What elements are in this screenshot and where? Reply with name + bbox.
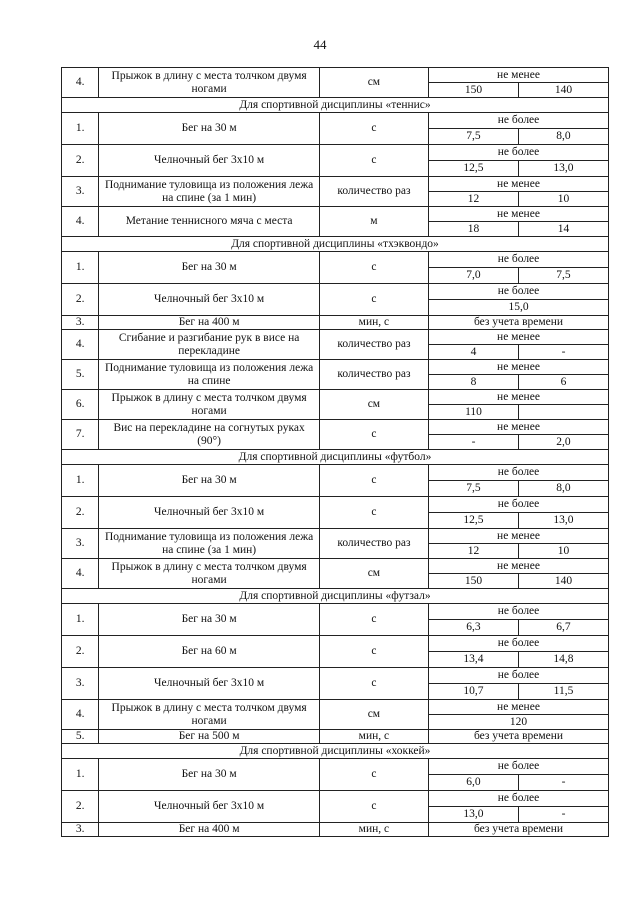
- unit-of-measure: с: [319, 791, 428, 823]
- standards-table-body: [62, 67, 609, 837]
- norm-value-girls: 13,0: [518, 161, 608, 177]
- table-row: [62, 497, 609, 513]
- norm-condition: не более: [429, 636, 609, 652]
- exercise-name: Сгибание и разгибание рук в висе на перекладине: [99, 330, 319, 360]
- table-row: [62, 559, 609, 574]
- table-row: [62, 791, 609, 807]
- norm-condition: не более: [429, 284, 609, 300]
- norm-value-boys: 7,5: [429, 481, 519, 497]
- row-number: 2.: [62, 145, 99, 177]
- norm-value-boys: 10,7: [429, 684, 519, 700]
- exercise-name: Прыжок в длину с места толчком двумя ногами: [99, 68, 319, 98]
- row-number: 6.: [62, 390, 99, 420]
- norm-value-girls: 6: [518, 375, 608, 390]
- unit-of-measure: мин, с: [319, 730, 428, 744]
- table-row: [62, 604, 609, 620]
- table-row: [62, 420, 609, 435]
- table-row: [62, 330, 609, 345]
- unit-of-measure: количество раз: [319, 529, 428, 559]
- section-title: Для спортивной дисциплины «теннис»: [62, 98, 609, 113]
- table-row: [62, 145, 609, 161]
- norm-value-boys: 12: [429, 192, 519, 207]
- norm-value-girls: 8,0: [518, 129, 608, 145]
- row-number: 2.: [62, 636, 99, 668]
- row-number: 2.: [62, 791, 99, 823]
- table-row: [62, 177, 609, 192]
- norm-value-girls: -: [518, 807, 608, 823]
- row-number: 4.: [62, 559, 99, 589]
- norm-condition: не более: [429, 791, 609, 807]
- exercise-name: Бег на 30 м: [99, 113, 319, 145]
- unit-of-measure: с: [319, 604, 428, 636]
- exercise-name: Бег на 400 м: [99, 316, 319, 330]
- unit-of-measure: количество раз: [319, 177, 428, 207]
- norm-value-boys: 8: [429, 375, 519, 390]
- norm-value-girls: -: [518, 775, 608, 791]
- unit-of-measure: см: [319, 559, 428, 589]
- norm-condition: не менее: [429, 177, 609, 192]
- norm-value-boys: 13,4: [429, 652, 519, 668]
- section-title: Для спортивной дисциплины «хоккей»: [62, 744, 609, 759]
- norm-value-girls: 13,0: [518, 513, 608, 529]
- table-row: [62, 390, 609, 405]
- norm-value: 120: [429, 715, 609, 730]
- norm-condition: не более: [429, 497, 609, 513]
- table-row: [62, 759, 609, 775]
- norm-condition: не менее: [429, 68, 609, 83]
- table-row: [62, 668, 609, 684]
- norm-value-boys: 6,0: [429, 775, 519, 791]
- norm-condition: не более: [429, 113, 609, 129]
- row-number: 1.: [62, 465, 99, 497]
- table-row: [62, 284, 609, 300]
- table-row: [62, 730, 609, 744]
- row-number: 2.: [62, 284, 99, 316]
- unit-of-measure: м: [319, 207, 428, 237]
- exercise-name: Бег на 500 м: [99, 730, 319, 744]
- section-header-row: [62, 589, 609, 604]
- norm-value-boys: 4: [429, 345, 519, 360]
- norm-value-girls: -: [518, 345, 608, 360]
- norm-value-girls: 2,0: [518, 435, 608, 450]
- norm-value: без учета времени: [429, 730, 609, 744]
- exercise-name: Бег на 60 м: [99, 636, 319, 668]
- exercise-name: Вис на перекладине на согнутых руках (90°): [99, 420, 319, 450]
- unit-of-measure: см: [319, 700, 428, 730]
- table-row: [62, 207, 609, 222]
- row-number: 1.: [62, 604, 99, 636]
- norm-value-boys: 6,3: [429, 620, 519, 636]
- exercise-name: Поднимание туловища из положения лежа на спине (за 1 мин): [99, 529, 319, 559]
- unit-of-measure: с: [319, 465, 428, 497]
- section-header-row: [62, 744, 609, 759]
- exercise-name: Бег на 30 м: [99, 604, 319, 636]
- unit-of-measure: мин, с: [319, 316, 428, 330]
- exercise-name: Бег на 30 м: [99, 252, 319, 284]
- norm-condition: не менее: [429, 390, 609, 405]
- norm-condition: не более: [429, 465, 609, 481]
- row-number: 5.: [62, 730, 99, 744]
- norm-value-girls: 140: [518, 574, 608, 589]
- section-header-row: [62, 450, 609, 465]
- table-row: [62, 360, 609, 375]
- exercise-name: Прыжок в длину с места толчком двумя ногами: [99, 390, 319, 420]
- table-row: [62, 529, 609, 544]
- table-row: [62, 113, 609, 129]
- section-header-row: [62, 237, 609, 252]
- exercise-name: Прыжок в длину с места толчком двумя ногами: [99, 559, 319, 589]
- norm-condition: не более: [429, 668, 609, 684]
- section-title: Для спортивной дисциплины «тхэквондо»: [62, 237, 609, 252]
- norm-value-boys: 18: [429, 222, 519, 237]
- unit-of-measure: с: [319, 497, 428, 529]
- table-row: [62, 316, 609, 330]
- norm-value-girls: 11,5: [518, 684, 608, 700]
- norm-value-boys: 150: [429, 83, 519, 98]
- unit-of-measure: с: [319, 420, 428, 450]
- unit-of-measure: с: [319, 145, 428, 177]
- unit-of-measure: с: [319, 759, 428, 791]
- norm-condition: не менее: [429, 207, 609, 222]
- norm-value-boys: 12,5: [429, 161, 519, 177]
- norm-value-girls: [518, 405, 608, 420]
- row-number: 3.: [62, 529, 99, 559]
- row-number: 1.: [62, 252, 99, 284]
- norm-condition: не менее: [429, 529, 609, 544]
- exercise-name: Метание теннисного мяча с места: [99, 207, 319, 237]
- row-number: 3.: [62, 668, 99, 700]
- unit-of-measure: см: [319, 68, 428, 98]
- unit-of-measure: с: [319, 636, 428, 668]
- exercise-name: Прыжок в длину с места толчком двумя ногами: [99, 700, 319, 730]
- norm-value: без учета времени: [429, 316, 609, 330]
- norm-value-boys: 12,5: [429, 513, 519, 529]
- table-row: [62, 700, 609, 715]
- exercise-name: Челночный бег 3x10 м: [99, 791, 319, 823]
- unit-of-measure: с: [319, 284, 428, 316]
- row-number: 4.: [62, 207, 99, 237]
- section-title: Для спортивной дисциплины «футбол»: [62, 450, 609, 465]
- table-row: [62, 823, 609, 837]
- row-number: 7.: [62, 420, 99, 450]
- exercise-name: Бег на 30 м: [99, 759, 319, 791]
- unit-of-measure: количество раз: [319, 330, 428, 360]
- unit-of-measure: с: [319, 668, 428, 700]
- section-header-row: [62, 98, 609, 113]
- row-number: 3.: [62, 177, 99, 207]
- norm-value-boys: 7,5: [429, 129, 519, 145]
- exercise-name: Челночный бег 3x10 м: [99, 668, 319, 700]
- norm-value-girls: 10: [518, 192, 608, 207]
- standards-table: [61, 67, 609, 837]
- unit-of-measure: мин, с: [319, 823, 428, 837]
- norm-condition: не более: [429, 604, 609, 620]
- norm-value-girls: 6,7: [518, 620, 608, 636]
- table-row: [62, 252, 609, 268]
- norm-condition: не более: [429, 252, 609, 268]
- exercise-name: Поднимание туловища из положения лежа на спине (за 1 мин): [99, 177, 319, 207]
- norm-value-girls: 7,5: [518, 268, 608, 284]
- norm-value-girls: 10: [518, 544, 608, 559]
- exercise-name: Челночный бег 3x10 м: [99, 497, 319, 529]
- norm-condition: не менее: [429, 360, 609, 375]
- row-number: 3.: [62, 823, 99, 837]
- unit-of-measure: с: [319, 252, 428, 284]
- exercise-name: Поднимание туловища из положения лежа на спине: [99, 360, 319, 390]
- norm-value-girls: 14,8: [518, 652, 608, 668]
- exercise-name: Челночный бег 3x10 м: [99, 284, 319, 316]
- norm-value-girls: 8,0: [518, 481, 608, 497]
- norm-condition: не более: [429, 145, 609, 161]
- norm-value-boys: 12: [429, 544, 519, 559]
- row-number: 5.: [62, 360, 99, 390]
- row-number: 4.: [62, 700, 99, 730]
- page-number: 44: [313, 37, 327, 52]
- row-number: 1.: [62, 113, 99, 145]
- unit-of-measure: количество раз: [319, 360, 428, 390]
- row-number: 4.: [62, 68, 99, 98]
- norm-condition: не менее: [429, 330, 609, 345]
- row-number: 1.: [62, 759, 99, 791]
- norm-value-boys: 150: [429, 574, 519, 589]
- row-number: 3.: [62, 316, 99, 330]
- exercise-name: Бег на 400 м: [99, 823, 319, 837]
- unit-of-measure: с: [319, 113, 428, 145]
- norm-value-boys: 7,0: [429, 268, 519, 284]
- norm-condition: не менее: [429, 700, 609, 715]
- norm-value-boys: 110: [429, 405, 519, 420]
- unit-of-measure: см: [319, 390, 428, 420]
- norm-value-girls: 140: [518, 83, 608, 98]
- norm-value-boys: -: [429, 435, 519, 450]
- norm-value-boys: 13,0: [429, 807, 519, 823]
- table-row: [62, 68, 609, 83]
- exercise-name: Челночный бег 3x10 м: [99, 145, 319, 177]
- norm-value: без учета времени: [429, 823, 609, 837]
- table-row: [62, 636, 609, 652]
- norm-value-girls: 14: [518, 222, 608, 237]
- norm-condition: не менее: [429, 420, 609, 435]
- norm-condition: не менее: [429, 559, 609, 574]
- section-title: Для спортивной дисциплины «футзал»: [62, 589, 609, 604]
- row-number: 4.: [62, 330, 99, 360]
- exercise-name: Бег на 30 м: [99, 465, 319, 497]
- norm-value: 15,0: [429, 300, 609, 316]
- norm-condition: не более: [429, 759, 609, 775]
- table-row: [62, 465, 609, 481]
- row-number: 2.: [62, 497, 99, 529]
